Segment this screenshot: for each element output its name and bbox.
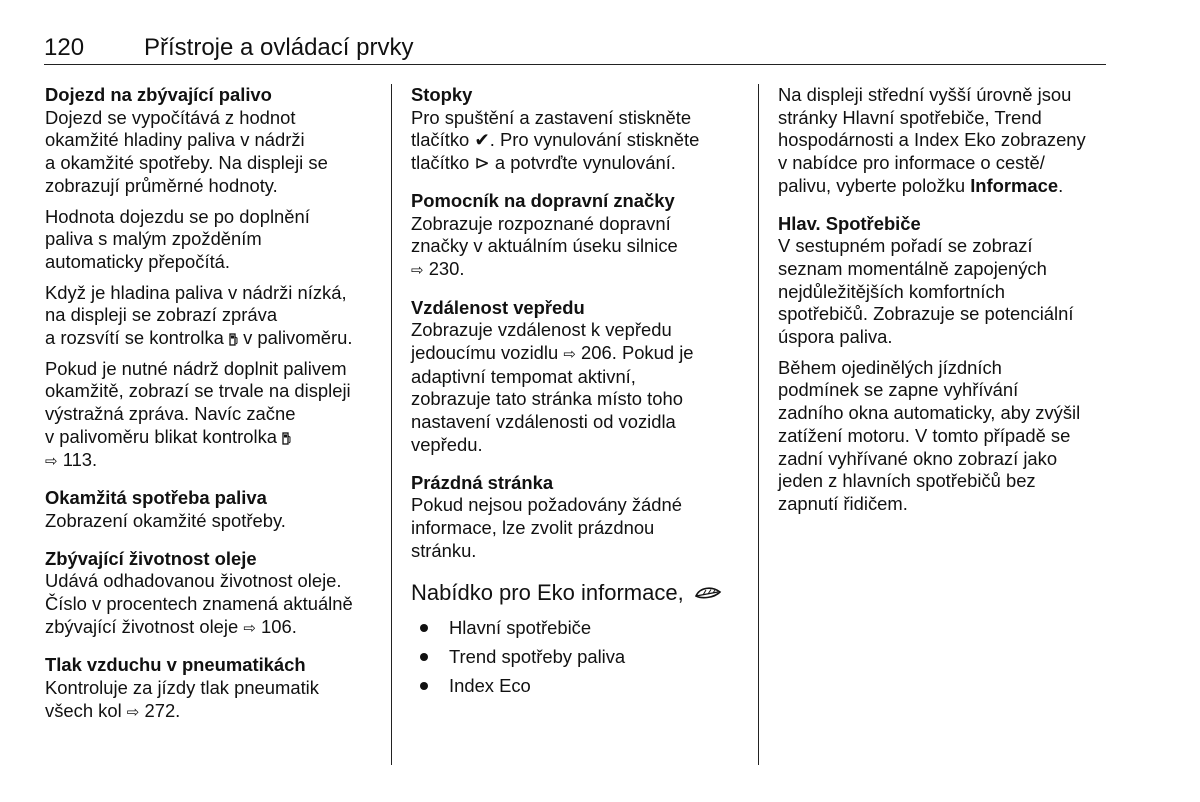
section-heading: Okamžitá spotřeba paliva xyxy=(45,487,267,509)
eco-heading-text: Nabídko pro Eko informace, xyxy=(411,580,684,606)
paragraph-text: Pro spuštění a zastavení stiskněte tlačítko xyxy=(411,106,692,151)
paragraph-text: a potvrďte vynulování. xyxy=(489,152,676,174)
paragraph: Během ojedinělých jízdních podmínek se zapne vyhřívání zadního okna automaticky, aby zvýšil zatížení motoru. V tomto případě se zadní vyhřívané okno zobrazí jako jeden z hlavních spotřebičů bez zapnutí řidičem. xyxy=(778,356,1081,514)
checkmark-icon: ✔ xyxy=(474,129,490,151)
paragraph xyxy=(45,677,380,723)
ref-arrow-icon: ⇨ xyxy=(45,451,58,470)
column-3 xyxy=(778,84,1113,531)
section-heading: Pomocník na dopravní značky xyxy=(411,189,675,211)
paragraph-text: v palivoměru. xyxy=(237,327,353,349)
paragraph xyxy=(45,358,380,473)
list-item xyxy=(411,616,746,639)
header-divider xyxy=(44,64,1106,65)
section-heading: Prázdná stránka xyxy=(411,471,554,493)
paragraph-text: Pokud je nutné nádrž doplnit palivem okamžitě, zobrazí se trvale na displeji výstražná zpráva. Navíc začne v palivoměru blikat kontrolka xyxy=(45,357,351,447)
eco-heading xyxy=(411,580,746,606)
list-item xyxy=(411,674,746,697)
paragraph-text: . xyxy=(459,257,465,279)
paragraph-text: . xyxy=(1058,174,1064,196)
paragraph-text: Když je hladina paliva v nádrži nízká, na displeji se zobrazí zpráva a rozsvítí se kontrolka xyxy=(45,281,347,349)
list-item xyxy=(411,645,746,668)
fuel-pump-icon xyxy=(282,431,291,445)
section-eco-menu xyxy=(411,580,746,697)
paragraph-text: Na displeji střední vyšší úrovně jsou stránky Hlavní spotřebiče, Trend hospodárnosti a Index Eko zobrazeny v nabídce pro informace o cestě/ palivu, vyberte položku xyxy=(778,84,1086,196)
section-stopwatch xyxy=(411,84,746,175)
eco-menu-list xyxy=(411,616,746,697)
play-icon: ⊳ xyxy=(474,152,490,174)
paragraph-text: . Pokud je adaptivní tempomat aktivní, zobrazuje tato stránka místo toho nastavení vzdálenosti od vozidla vepředu. xyxy=(411,342,694,455)
column-divider-left xyxy=(391,84,392,765)
column-divider-right xyxy=(758,84,759,765)
column-2 xyxy=(411,84,746,703)
page-reference[interactable]: 272 xyxy=(144,699,176,721)
page-reference[interactable]: 206 xyxy=(581,342,612,364)
column-1 xyxy=(45,84,380,739)
section-heading: Zbývající životnost oleje xyxy=(45,547,257,569)
paragraph: Zobrazení okamžité spotřeby. xyxy=(45,509,286,531)
page-number: 120 xyxy=(44,34,85,61)
paragraph-text: . Pro vynulování stiskněte tlačítko xyxy=(411,129,700,174)
ref-arrow-icon: ⇨ xyxy=(126,702,140,721)
paragraph xyxy=(45,570,380,639)
ref-arrow-icon: ⇨ xyxy=(563,345,576,364)
paragraph xyxy=(411,319,746,456)
section-following-distance xyxy=(411,297,746,457)
paragraph xyxy=(45,282,380,350)
paragraph-text: . xyxy=(291,615,297,637)
page-title: Přístroje a ovládací prvky xyxy=(144,34,414,61)
bullet-icon xyxy=(420,624,428,632)
paragraph-text: Kontroluje za jízdy tlak pneumatik všech kol xyxy=(45,677,319,721)
paragraph xyxy=(411,107,746,175)
paragraph: V sestupném pořadí se zobrazí seznam momentálně zapojených nejdůležitějších komfortních spotřebičů. Zobrazuje se potenciální úspora paliva. xyxy=(778,235,1074,348)
section-tyre-pressure xyxy=(45,654,380,723)
page-reference[interactable]: 106 xyxy=(261,615,292,637)
paragraph-text: Udává odhadovanou životnost oleje. Číslo v procentech znamená aktuálně zbývající životnost oleje xyxy=(45,570,353,637)
paragraph-text: Zobrazuje vzdálenost k vepředu jedoucímu vozidlu xyxy=(411,319,672,364)
list-item-label: Index Eco xyxy=(449,675,531,697)
section-main-consumers xyxy=(778,213,1113,516)
section-heading: Stopky xyxy=(411,84,473,105)
paragraph: Hodnota dojezdu se po doplnění paliva s malým zpožděním automaticky přepočítá. xyxy=(45,205,310,272)
page-reference[interactable]: 230 xyxy=(428,257,460,279)
paragraph-text: Zobrazuje rozpoznané dopravní značky v aktuálním úseku silnice xyxy=(411,212,678,257)
page-header xyxy=(44,34,1104,66)
section-remaining-range xyxy=(45,84,380,472)
menu-item-name: Informace xyxy=(970,174,1059,196)
section-traffic-sign-assistant xyxy=(411,190,746,282)
ref-arrow-icon: ⇨ xyxy=(411,260,424,279)
paragraph: Dojezd se vypočítává z hodnot okamžité hladiny paliva v nádrži a okamžité spotřeby. Na displeji se zobrazují průměrné hodnoty. xyxy=(45,106,328,196)
section-heading: Tlak vzduchu v pneumatikách xyxy=(45,654,306,676)
list-item-label: Hlavní spotřebiče xyxy=(449,617,592,639)
ref-arrow-icon: ⇨ xyxy=(243,618,256,637)
section-blank-page xyxy=(411,472,746,563)
section-heading: Dojezd na zbývající palivo xyxy=(45,84,272,105)
section-heading: Hlav. Spotřebiče xyxy=(778,212,921,234)
page-reference[interactable]: 113 xyxy=(62,448,93,470)
section-heading: Vzdálenost vepředu xyxy=(411,296,585,318)
paragraph: Pokud nejsou požadovány žádné informace, lze zvolit prázdnou stránku. xyxy=(411,494,682,561)
section-oil-life xyxy=(45,548,380,640)
list-item-label: Trend spotřeby paliva xyxy=(449,646,626,668)
paragraph xyxy=(778,84,1113,198)
bullet-icon xyxy=(420,653,428,661)
section-instant-consumption xyxy=(45,487,380,532)
paragraph-text: . xyxy=(175,699,181,721)
bullet-icon xyxy=(420,682,428,690)
paragraph xyxy=(411,213,746,282)
paragraph-text: . xyxy=(92,448,98,470)
eco-leaf-icon xyxy=(694,586,722,600)
fuel-pump-icon xyxy=(229,332,238,346)
